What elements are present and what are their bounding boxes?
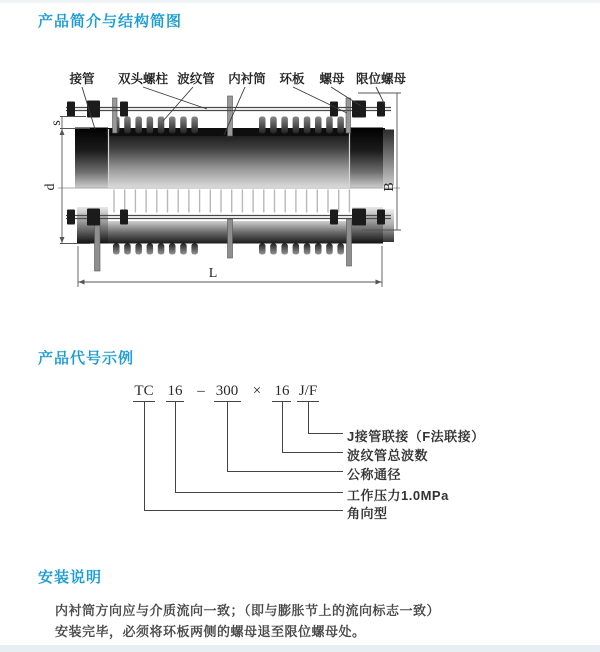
callout-pressure: 工作压力1.0MPa: [347, 488, 449, 503]
part-label-xianweiluomu: 限位螺母: [355, 72, 407, 86]
part-label-luomu: 螺母: [319, 72, 345, 86]
code-diameter: 300: [215, 383, 239, 399]
dim-s-label: s: [49, 120, 64, 126]
code-waves: 16: [274, 383, 290, 399]
code-dash: –: [197, 383, 205, 399]
part-label-neichentong: 内衬筒: [228, 72, 266, 86]
install-instruction-1: 内衬筒方向应与介质流向一致；（即与膨胀节上的流向标志一致）: [55, 603, 441, 618]
part-label-huanban: 环板: [279, 72, 305, 86]
code-times: ×: [252, 383, 262, 399]
part-label-shuangtouluozhu: 双头螺柱: [117, 72, 169, 86]
code-type: TC: [134, 383, 154, 399]
dim-L-label: L: [208, 266, 218, 281]
dim-d-label: d: [43, 183, 58, 191]
callout-connection: J接管联接（F法联接）: [347, 429, 485, 444]
dim-B-label: B: [382, 182, 397, 192]
part-label-jieguan: 接管: [69, 72, 95, 86]
install-instruction-2: 安装完毕，必须将环板两侧的螺母退至限位螺母处。: [55, 624, 366, 639]
dimension-s: [49, 117, 90, 129]
callout-waves: 波纹管总波数: [347, 448, 429, 463]
diagram-part-labels: [68, 71, 406, 86]
inner-bellows-lines: [114, 190, 349, 213]
section2-title: 产品代号示例: [38, 350, 135, 367]
code-connection: J/F: [298, 383, 318, 399]
section1-title: 产品简介与结构简图: [38, 13, 183, 30]
part-label-bowenguan: 波纹管: [177, 72, 215, 86]
callout-diameter: 公称通径: [347, 467, 402, 482]
page-edge-bottom: [0, 645, 600, 652]
callout-type: 角向型: [347, 506, 388, 521]
section3-title: 安装说明: [38, 569, 103, 586]
body-top-half: [75, 128, 394, 188]
code-pressure: 16: [167, 383, 183, 399]
